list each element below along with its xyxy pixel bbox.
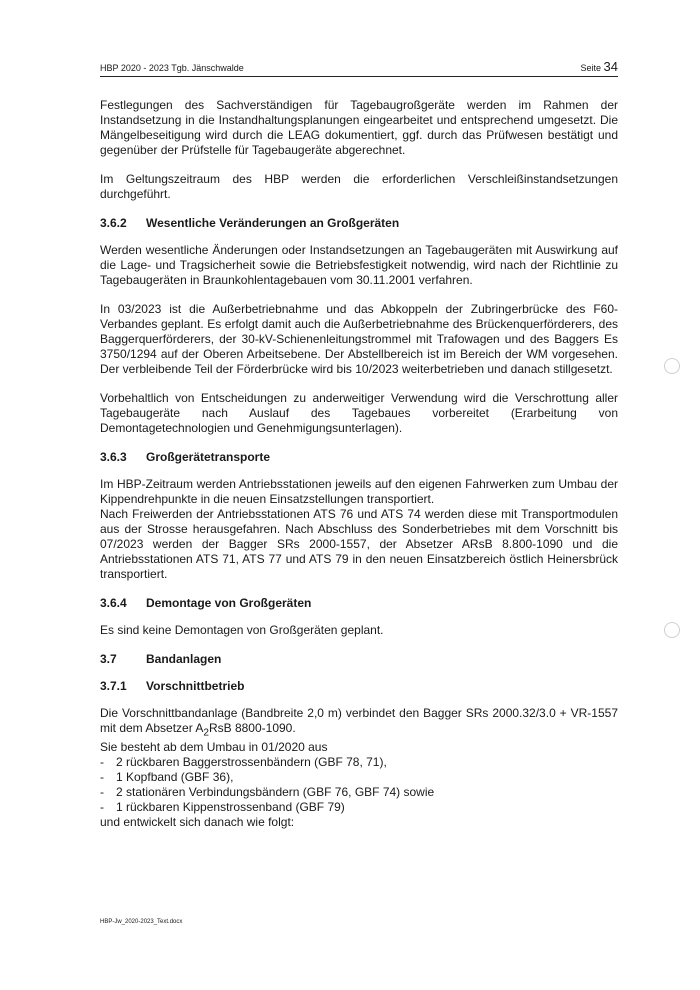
section-title: Demontage von Großgeräten (146, 596, 312, 610)
subscript: 2 (203, 727, 209, 739)
paragraph-text: RsB 8800-1090. (208, 721, 296, 735)
section-heading (100, 216, 618, 231)
page-label: Seite (580, 63, 602, 73)
component-list (100, 755, 618, 815)
paragraph: Vorbehaltlich von Entscheidungen zu anderweitiger Verwendung wird die Verschrottung aller Tagebaugeräte nach Auslauf des Tagebaues vorbereitet (Erarbeitung von Demontagetechnologien und Genehmigungsunterlagen). (100, 391, 618, 435)
footer-filename: HBP-Jw_2020-2023_Text.docx (100, 919, 183, 925)
header-page (581, 59, 619, 74)
paragraph: und entwickelt sich danach wie folgt: (100, 815, 295, 830)
section-number: 3.6.2 (100, 216, 127, 230)
paragraph: Werden wesentliche Änderungen oder Instandsetzungen an Tagebaugeräten mit Auswirkung auf die Lage- und Tragsicherheit sowie die Betriebsfestigkeit notwendig, wird nach der Richtlinie zu Tagebaugeräten in Braunkohlentagebauen vom 30.11.2001 verfahren. (100, 243, 618, 287)
paragraph: Nach Freiwerden der Antriebsstationen ATS 76 und ATS 74 werden diese mit Transportmodulen aus der Strosse herausgefahren. Nach Abschluss des Sonderbetriebes mit dem Vorschnitt bis 07/2023 werden der Bagger SRs 2000-1557, der Absetzer ARsB 8.800-1090 und die Antriebsstationen ATS 71, ATS 77 und ATS 79 in den neuen Einsatzbereich östlich Heinersbrück transportiert. (100, 507, 618, 581)
punch-hole-mark (664, 622, 680, 638)
section-title: Wesentliche Veränderungen an Großgeräten (146, 216, 400, 230)
paragraph: Es sind keine Demontagen von Großgeräten geplant. (100, 623, 384, 637)
paragraph: In 03/2023 ist die Außerbetriebnahme und das Abkoppeln der Zubringerbrücke des F60-Verbandes geplant. Es erfolgt damit auch die Außerbetriebnahme des Brückenquerförderers, des Baggerquerförderers, der 30-kV-Schienenleitungstrommel mit Trafowagen und des Baggers Es 3750/1294 auf der Oberen Arbeitsebene. Der Abstellbereich ist im Bereich der WM vorgesehen. Der verbleibende Teil der Förderbrücke wird bis 10/2023 weiterbetrieben und danach stillgesetzt. (100, 302, 618, 376)
section-number: 3.7.1 (100, 679, 127, 693)
section-title: Großgerätetransporte (146, 450, 271, 464)
section-number: 3.6.4 (100, 596, 127, 610)
paragraph: Im Geltungszeitraum des HBP werden die erforderlichen Verschleißinstandsetzungen durchgeführt. (100, 172, 618, 201)
punch-hole-mark (664, 358, 680, 374)
section-heading (100, 652, 618, 667)
section-number: 3.7 (100, 652, 117, 666)
paragraph-text: Die Vorschnittbandanlage (Bandbreite 2,0 m) verbindet den Bagger SRs 2000.32/3.0 + VR-1557 mit dem Absetzer A (100, 706, 618, 735)
document-body (100, 98, 618, 830)
list-item: - 2 stationären Verbindungsbändern (GBF 76, GBF 74) sowie (100, 785, 618, 800)
paragraph: Im HBP-Zeitraum werden Antriebsstationen jeweils auf den eigenen Fahrwerken zum Umbau der Kippendrehpunkte in die neuen Einsatzstellungen transportiert. (100, 477, 618, 506)
page-header (100, 60, 618, 77)
section-number: 3.6.3 (100, 450, 127, 464)
section-heading (100, 450, 618, 465)
paragraph (100, 706, 618, 740)
list-item: - 2 rückbaren Baggerstrossenbändern (GBF 78, 71), (100, 755, 618, 770)
paragraph: Sie besteht ab dem Umbau in 01/2020 aus (100, 740, 328, 755)
list-item: - 1 rückbaren Kippenstrossenband (GBF 79) (100, 800, 618, 815)
section-title: Bandanlagen (146, 652, 222, 666)
section-title: Vorschnittbetrieb (146, 679, 245, 693)
section-heading (100, 596, 618, 611)
list-item: - 1 Kopfband (GBF 36), (100, 770, 618, 785)
header-title: HBP 2020 - 2023 Tgb. Jänschwalde (100, 63, 244, 73)
page-number: 34 (603, 59, 618, 74)
section-heading (100, 679, 618, 694)
paragraph: Festlegungen des Sachverständigen für Tagebaugroßgeräte werden im Rahmen der Instandsetzung in die Instandhaltungsplanungen eingearbeitet und entsprechend umgesetzt. Die Mängelbeseitigung wird durch die LEAG dokumentiert, ggf. durch das Prüfwesen bestätigt und gegenüber der Prüfstelle für Tagebaugeräte abgerechnet. (100, 98, 618, 157)
